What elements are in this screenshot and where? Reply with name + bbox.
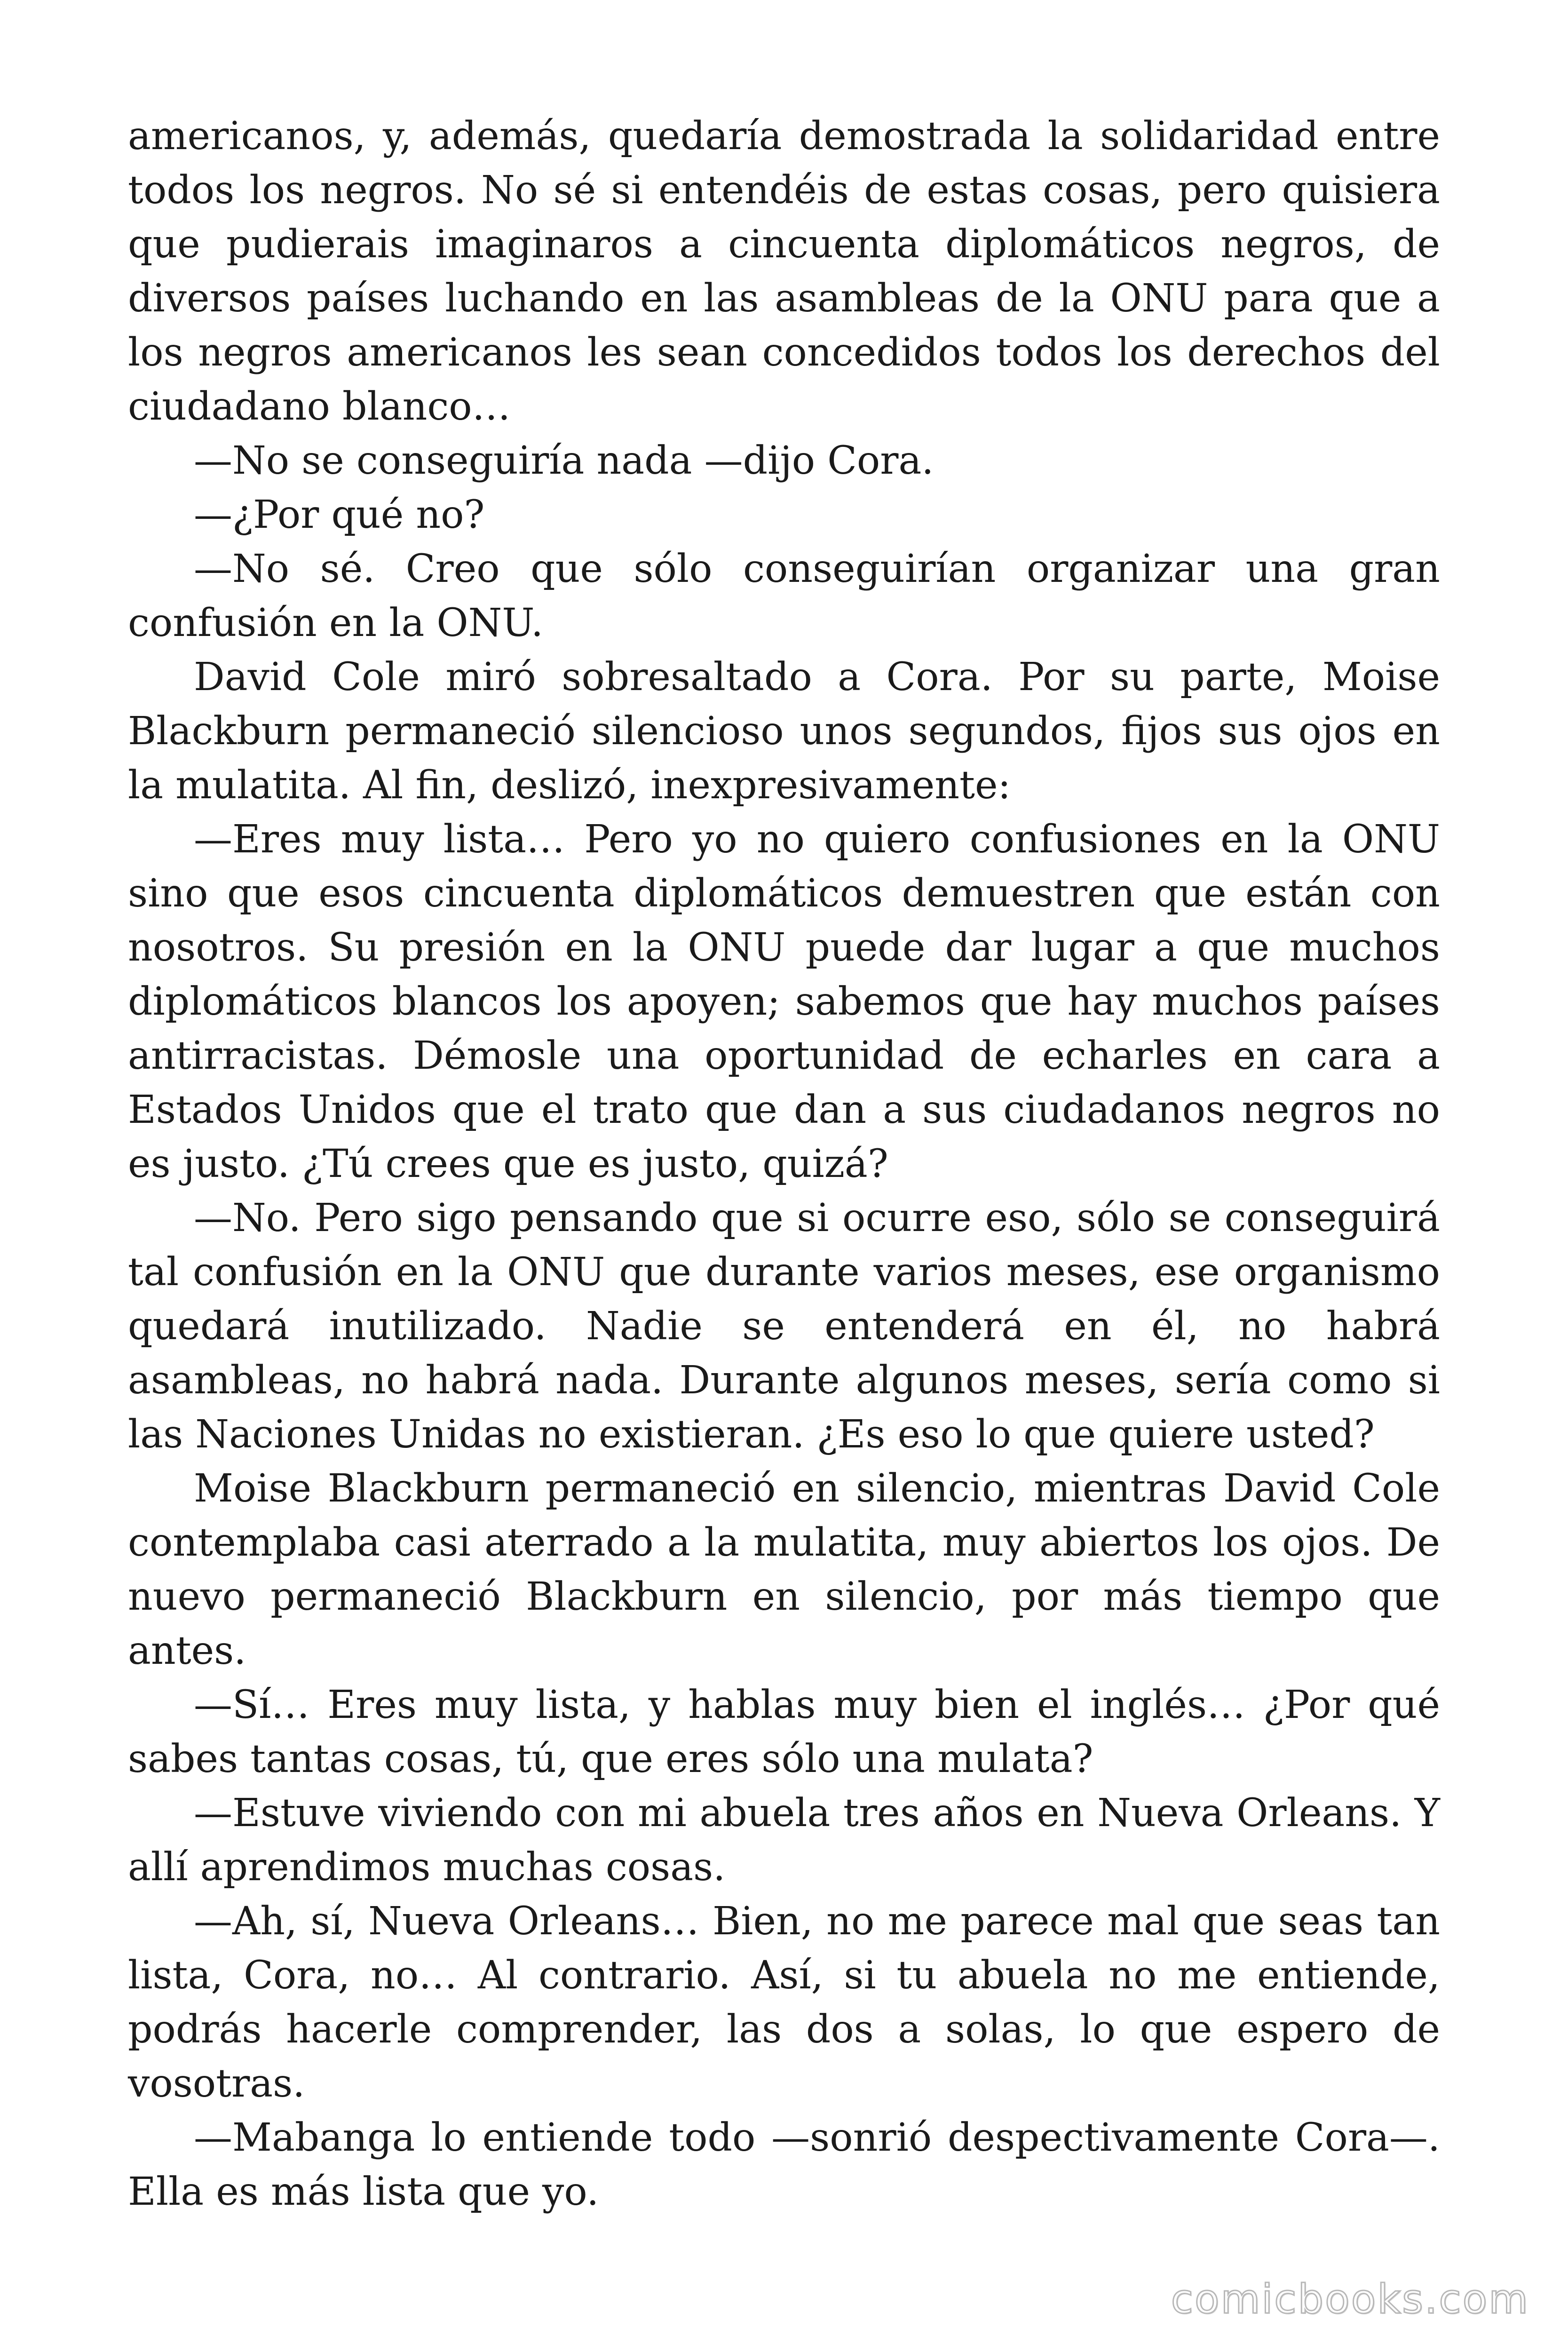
paragraph-3: —¿Por qué no? — [194, 493, 485, 537]
paragraph-10: —Estuve viviendo con mi abuela tres años en Nueva Orleans. Y allí aprendimos muchas cosas. — [128, 1791, 1440, 1890]
paragraph-7: —No. Pero sigo pensando que si ocurre eso, sólo se conseguirá tal confusión en la ONU que durante varios meses, ese organismo quedará inutilizado. Nadie se entenderá en él, no habrá asambleas, no habrá nada. Durante algunos meses, sería como si las Naciones Unidas no existieran. ¿Es eso lo que quiere usted? — [128, 1196, 1440, 1457]
book-page — [128, 109, 1440, 2214]
paragraph-4: —No sé. Creo que sólo conseguirían organizar una gran confusión en la ONU. — [128, 547, 1440, 645]
paragraph-6: —Eres muy lista… Pero yo no quiero confusiones en la ONU sino que esos cincuenta diplomáticos demuestren que están con nosotros. Su presión en la ONU puede dar lugar a que muchos diplomáticos blancos los apoyen; sabemos que hay muchos países antirracistas. Démosle una oportunidad de echarles en cara a Estados Unidos que el trato que dan a sus ciudadanos negros no es justo. ¿Tú crees que es justo, quizá? — [128, 817, 1440, 1186]
paragraph-5: David Cole miró sobresaltado a Cora. Por su parte, Moise Blackburn permaneció silencioso unos segundos, fijos sus ojos en la mulatita. Al fin, deslizó, inexpresivamente: — [128, 655, 1440, 808]
page-body-text — [128, 109, 1440, 2219]
paragraph-8: Moise Blackburn permaneció en silencio, mientras David Cole contemplaba casi aterrado a la mulatita, muy abiertos los ojos. De nuevo permaneció Blackburn en silencio, por más tiempo que antes. — [128, 1466, 1440, 1673]
paragraph-1: americanos, y, además, quedaría demostrada la solidaridad entre todos los negros. No sé si entendéis de estas cosas, pero quisiera que pudierais imaginaros a cincuenta diplomáticos negros, de diversos países luchando en las asambleas de la ONU para que a los negros americanos les sean concedidos todos los derechos del ciudadano blanco… — [128, 114, 1440, 429]
paragraph-11: —Ah, sí, Nueva Orleans… Bien, no me parece mal que seas tan lista, Cora, no… Al contrario. Así, si tu abuela no me entiende, podrás hacerle comprender, las dos a solas, lo que espero de vosotras. — [128, 1899, 1440, 2106]
paragraph-2: —No se conseguiría nada —dijo Cora. — [194, 438, 934, 483]
watermark-logo: comicbooks.com — [1171, 2276, 1529, 2323]
paragraph-12: —Mabanga lo entiende todo —sonrió despectivamente Cora—. Ella es más lista que yo. — [128, 2115, 1440, 2214]
paragraph-9: —Sí… Eres muy lista, y hablas muy bien el inglés… ¿Por qué sabes tantas cosas, tú, que eres sólo una mulata? — [128, 1683, 1440, 1781]
